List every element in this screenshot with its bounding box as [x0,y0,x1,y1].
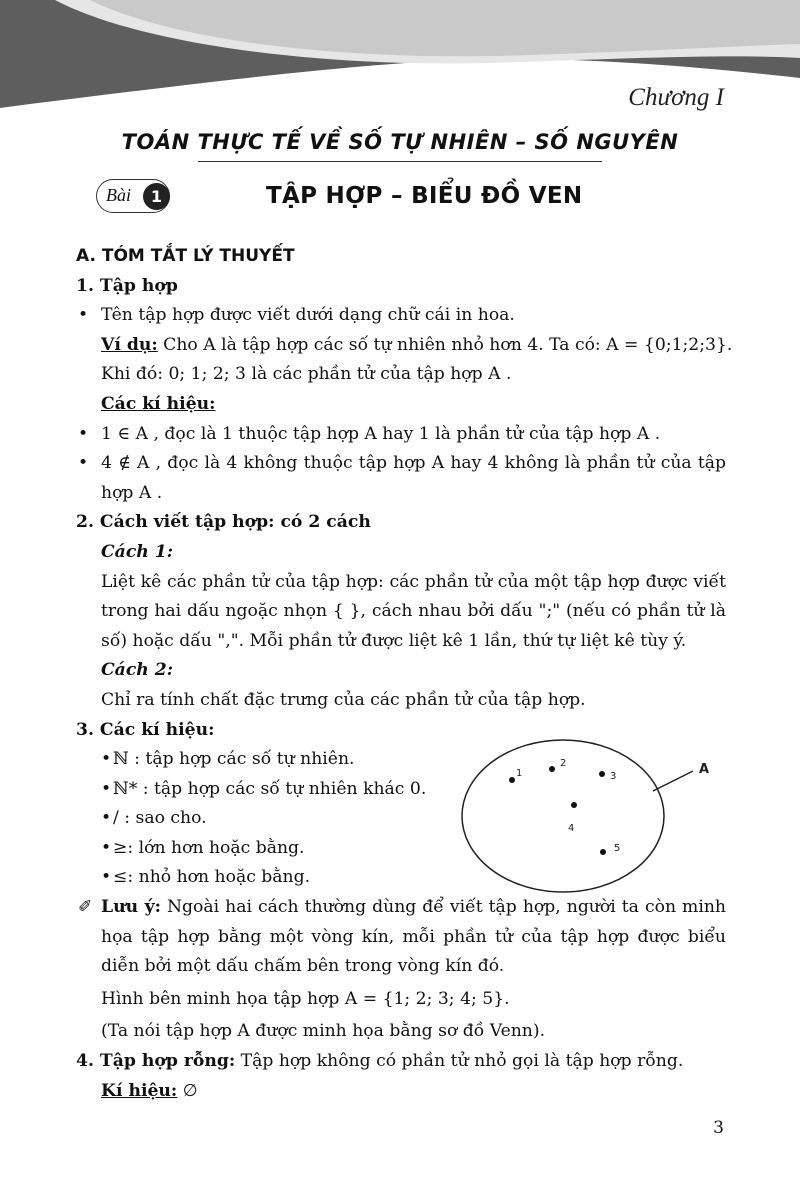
note-label: Lưu ý: [101,897,161,918]
bullet-icon: • [101,837,112,858]
section-1-heading: 1. Tập hợp [76,275,178,296]
section-4-heading: 4. Tập hợp rỗng: [76,1051,236,1072]
symbol-item-n-star: ℕ* : tập hợp các số tự nhiên khác 0. [113,778,427,799]
bullet-icon: • [78,305,89,326]
pencil-icon: ✐ [78,897,93,918]
venn-label-pointer [653,771,693,791]
venn-label-3: 3 [610,771,617,782]
symbol-item-such-that: / : sao cho. [113,808,207,829]
venn-label-4: 4 [568,823,575,834]
bullet-icon: • [78,423,89,444]
symbol-item-n: ℕ : tập hợp các số tự nhiên. [113,749,355,770]
note-line-5: (Ta nói tập hợp A được minh họa bằng sơ đồ Venn). [101,1021,546,1042]
s1-bullet-1: Tên tập hợp được viết dưới dạng chữ cái in hoa. [101,305,515,326]
empty-set-symbol-label: Kí hiệu: [101,1080,178,1101]
lesson-label: Bài [106,185,131,205]
symbol-item-geq: ≥: lớn hơn hoặc bằng. [113,837,305,858]
example-then: Khi đó: 0; 1; 2; 3 là các phần tử của tập hợp A . [101,364,512,385]
venn-point-4 [571,802,577,808]
bullet-icon: • [78,453,89,474]
venn-label-1: 1 [516,768,523,779]
lesson-title: TẬP HỢP – BIỂU ĐỒ VEN [266,183,583,209]
chapter-title-underline [198,161,602,162]
venn-point-1 [509,777,515,783]
method-2-label: Cách 2: [101,660,174,681]
symbols-label: Các kí hiệu: [101,393,216,414]
venn-label-5: 5 [614,843,621,854]
symbol-not-in-cont: hợp A . [101,482,163,503]
method-2-line-1: Chỉ ra tính chất đặc trưng của các phần tử của tập hợp. [101,689,586,710]
venn-point-2 [549,766,555,772]
lesson-badge [96,177,174,215]
bullet-icon: • [101,808,112,829]
example-label: Ví dụ: [101,334,158,355]
venn-set-label: A [699,762,710,777]
venn-point-3 [599,771,605,777]
symbol-item-leq: ≤: nhỏ hơn hoặc bằng. [113,867,311,888]
method-1-label: Cách 1: [101,541,174,562]
section-3-heading: 3. Các kí hiệu: [76,719,215,740]
symbol-not-in: 4 ∉ A , đọc là 4 không thuộc tập hợp A hay 4 không là phần tử của tập [101,453,726,474]
note-line-1: Ngoài hai cách thường dùng để viết tập hợp, người ta còn minh [160,897,726,918]
lesson-content [76,242,733,1106]
method-1-line-1: Liệt kê các phần tử của tập hợp: các phần tử của một tập hợp được viết [101,571,726,592]
note-line-4: Hình bên minh họa tập hợp A = {1; 2; 3; 4; 5}. [101,988,510,1009]
empty-set-symbol: ∅ [177,1080,198,1101]
method-1-line-3: số) hoặc dấu ",". Mỗi phần tử được liệt kê 1 lần, thứ tự liệt kê tùy ý. [101,630,687,651]
bullet-icon: • [101,778,112,799]
chapter-title: TOÁN THỰC TẾ VỀ SỐ TỰ NHIÊN – SỐ NGUYÊN [121,130,679,154]
chapter-label: Chương I [628,84,724,111]
venn-point-5 [600,849,606,855]
page-number: 3 [713,1118,724,1138]
venn-diagram [455,733,755,898]
venn-label-2: 2 [560,758,567,769]
lesson-number: 1 [143,183,170,210]
section-2-heading: 2. Cách viết tập hợp: có 2 cách [76,512,371,533]
empty-set-definition: Tập hợp không có phần tử nhỏ gọi là tập hợp rỗng. [235,1051,684,1072]
bullet-icon: • [101,749,112,770]
symbol-in: 1 ∈ A , đọc là 1 thuộc tập hợp A hay 1 là phần tử của tập hợp A . [101,423,661,444]
section-a-heading: A. TÓM TẮT LÝ THUYẾT [76,246,295,266]
note-line-2: họa tập hợp bằng một vòng kín, mỗi phần tử của tập hợp được biểu [101,926,726,947]
method-1-line-2: trong hai dấu ngoặc nhọn { }, cách nhau bởi dấu ";" (nếu có phần tử là [101,601,726,622]
bullet-icon: • [101,867,112,888]
note-line-3: diễn bởi một dấu chấm bên trong vòng kín đó. [101,956,505,977]
example-text: Cho A là tập hợp các số tự nhiên nhỏ hơn 4. Ta có: A = {0;1;2;3}. [157,334,733,355]
